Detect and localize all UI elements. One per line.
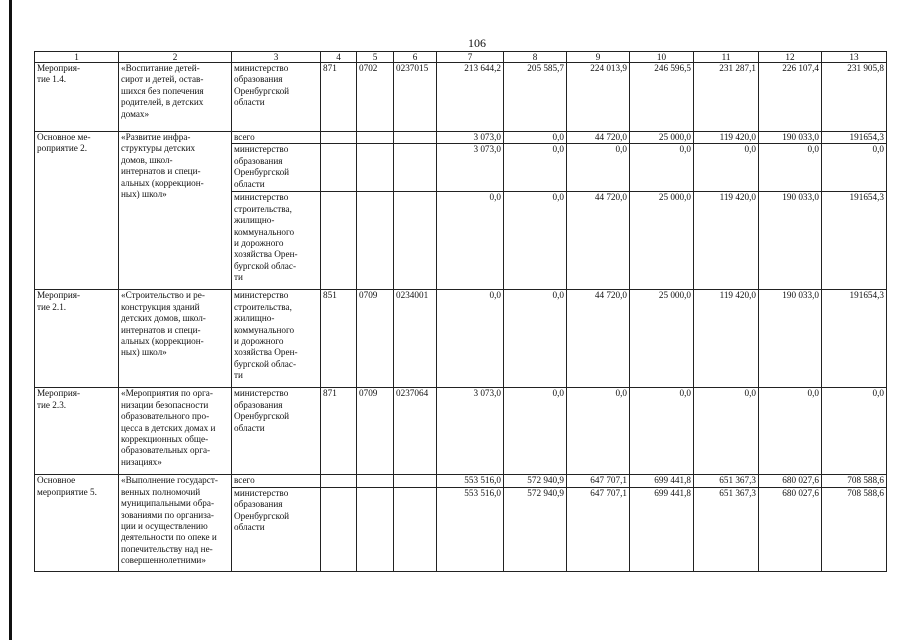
- amount-cell: 651 367,3: [694, 487, 759, 571]
- section-code-cell: 0709: [357, 388, 394, 475]
- activity-title-cell: «Мероприятия по орга- низации безопасности образовательного про- цесса в детских домах и коррекционных обще- образовательных орга- низациях»: [119, 388, 232, 475]
- amount-cell: 572 940,9: [504, 487, 567, 571]
- amount-cell: 190 033,0: [759, 290, 822, 388]
- amount-cell: 119 420,0: [694, 192, 759, 290]
- amount-cell: 0,0: [630, 388, 694, 475]
- section-code-cell: [357, 132, 394, 144]
- amount-cell: 0,0: [759, 144, 822, 192]
- executor-cell: министерство образования Оренбургской области: [232, 388, 321, 475]
- executor-cell: министерство образования Оренбургской области: [232, 144, 321, 192]
- amount-cell: 553 516,0: [437, 487, 504, 571]
- header-cell: 10: [630, 52, 694, 63]
- amount-cell: 231 287,1: [694, 63, 759, 132]
- amount-cell: 44 720,0: [567, 290, 630, 388]
- amount-cell: 25 000,0: [630, 132, 694, 144]
- amount-cell: 25 000,0: [630, 290, 694, 388]
- section-code-cell: [357, 475, 394, 487]
- table-row: [35, 290, 887, 388]
- header-cell: 3: [232, 52, 321, 63]
- activity-number-cell: Мероприя- тие 2.1.: [35, 290, 119, 388]
- amount-cell: 680 027,6: [759, 475, 822, 487]
- section-code-cell: 0709: [357, 290, 394, 388]
- amount-cell: 0,0: [504, 132, 567, 144]
- amount-cell: 44 720,0: [567, 192, 630, 290]
- amount-cell: 226 107,4: [759, 63, 822, 132]
- header-cell: 8: [504, 52, 567, 63]
- header-row: [35, 52, 887, 63]
- target-code-cell: 0237064: [394, 388, 437, 475]
- amount-cell: 231 905,8: [822, 63, 887, 132]
- target-code-cell: [394, 144, 437, 192]
- target-code-cell: [394, 192, 437, 290]
- amount-cell: 647 707,1: [567, 475, 630, 487]
- activity-title-cell: «Воспитание детей- сирот и детей, остав- шихся без попечения родителей, в детских домах»: [119, 63, 232, 132]
- amount-cell: 651 367,3: [694, 475, 759, 487]
- grbs-code-cell: 871: [321, 63, 357, 132]
- header-cell: 6: [394, 52, 437, 63]
- amount-cell: 119 420,0: [694, 290, 759, 388]
- target-code-cell: [394, 475, 437, 487]
- amount-cell: 0,0: [630, 144, 694, 192]
- header-cell: 12: [759, 52, 822, 63]
- binder-line: [9, 0, 12, 640]
- executor-cell: министерство строительства, жилищно- коммунального и дорожного хозяйства Орен- бургской облас- ти: [232, 290, 321, 388]
- table-row: [35, 132, 887, 144]
- table-row: [35, 388, 887, 475]
- section-code-cell: [357, 144, 394, 192]
- amount-cell: 3 073,0: [437, 132, 504, 144]
- executor-cell: министерство строительства, жилищно- коммунального и дорожного хозяйства Орен- бургской облас- ти: [232, 192, 321, 290]
- table-row: [35, 475, 887, 487]
- amount-cell: 25 000,0: [630, 192, 694, 290]
- activity-number-cell: Основное мероприятие 5.: [35, 475, 119, 571]
- header-cell: 11: [694, 52, 759, 63]
- grbs-code-cell: 871: [321, 388, 357, 475]
- grbs-code-cell: [321, 487, 357, 571]
- amount-cell: 0,0: [437, 290, 504, 388]
- amount-cell: 0,0: [504, 144, 567, 192]
- amount-cell: 191654,3: [822, 132, 887, 144]
- amount-cell: 3 073,0: [437, 388, 504, 475]
- amount-cell: 224 013,9: [567, 63, 630, 132]
- amount-cell: 205 585,7: [504, 63, 567, 132]
- activity-number-cell: Мероприя- тие 2.3.: [35, 388, 119, 475]
- section-code-cell: [357, 487, 394, 571]
- amount-cell: 44 720,0: [567, 132, 630, 144]
- amount-cell: 0,0: [504, 192, 567, 290]
- amount-cell: 0,0: [822, 144, 887, 192]
- section-code-cell: [357, 192, 394, 290]
- amount-cell: 0,0: [694, 144, 759, 192]
- amount-cell: 191654,3: [822, 290, 887, 388]
- header-cell: 5: [357, 52, 394, 63]
- amount-cell: 246 596,5: [630, 63, 694, 132]
- amount-cell: 190 033,0: [759, 192, 822, 290]
- activity-number-cell: Основное ме- роприятие 2.: [35, 132, 119, 290]
- amount-cell: 0,0: [567, 388, 630, 475]
- activity-title-cell: «Строительство и ре- конструкция зданий детских домов, школ- интернатов и специ- альных (коррекцион- ных) школ»: [119, 290, 232, 388]
- target-code-cell: [394, 132, 437, 144]
- header-cell: 4: [321, 52, 357, 63]
- section-code-cell: 0702: [357, 63, 394, 132]
- header-cell: 13: [822, 52, 887, 63]
- activity-title-cell: «Развитие инфра- структуры детских домов, школ- интернатов и специ- альных (коррекцион- ных) школ»: [119, 132, 232, 290]
- target-code-cell: [394, 487, 437, 571]
- amount-cell: 0,0: [504, 290, 567, 388]
- amount-cell: 3 073,0: [437, 144, 504, 192]
- executor-cell: министерство образования Оренбургской области: [232, 487, 321, 571]
- header-cell: 9: [567, 52, 630, 63]
- grbs-code-cell: [321, 192, 357, 290]
- amount-cell: 680 027,6: [759, 487, 822, 571]
- amount-cell: 191654,3: [822, 192, 887, 290]
- amount-cell: 213 644,2: [437, 63, 504, 132]
- amount-cell: 119 420,0: [694, 132, 759, 144]
- executor-cell: всего: [232, 475, 321, 487]
- amount-cell: 708 588,6: [822, 487, 887, 571]
- amount-cell: 190 033,0: [759, 132, 822, 144]
- amount-cell: 0,0: [437, 192, 504, 290]
- grbs-code-cell: [321, 132, 357, 144]
- amount-cell: 699 441,8: [630, 487, 694, 571]
- amount-cell: 647 707,1: [567, 487, 630, 571]
- grbs-code-cell: 851: [321, 290, 357, 388]
- amount-cell: 0,0: [694, 388, 759, 475]
- activity-title-cell: «Выполнение государст- венных полномочий муниципальными обра- зованиями по организа- ции и осуществлению деятельности по опеке и попечительству над не- совершеннолетними»: [119, 475, 232, 571]
- grbs-code-cell: [321, 144, 357, 192]
- target-code-cell: 0237015: [394, 63, 437, 132]
- target-code-cell: 0234001: [394, 290, 437, 388]
- amount-cell: 0,0: [567, 144, 630, 192]
- header-cell: 2: [119, 52, 232, 63]
- activity-number-cell: Мероприя- тие 1.4.: [35, 63, 119, 132]
- amount-cell: 708 588,6: [822, 475, 887, 487]
- header-cell: 1: [35, 52, 119, 63]
- table-row: [35, 63, 887, 132]
- executor-cell: министерство образования Оренбургской области: [232, 63, 321, 132]
- amount-cell: 572 940,9: [504, 475, 567, 487]
- amount-cell: 0,0: [759, 388, 822, 475]
- amount-cell: 0,0: [822, 388, 887, 475]
- header-cell: 7: [437, 52, 504, 63]
- page-number: 106: [468, 36, 486, 50]
- amount-cell: 0,0: [504, 388, 567, 475]
- grbs-code-cell: [321, 475, 357, 487]
- executor-cell: всего: [232, 132, 321, 144]
- amount-cell: 553 516,0: [437, 475, 504, 487]
- budget-table: [34, 51, 887, 572]
- amount-cell: 699 441,8: [630, 475, 694, 487]
